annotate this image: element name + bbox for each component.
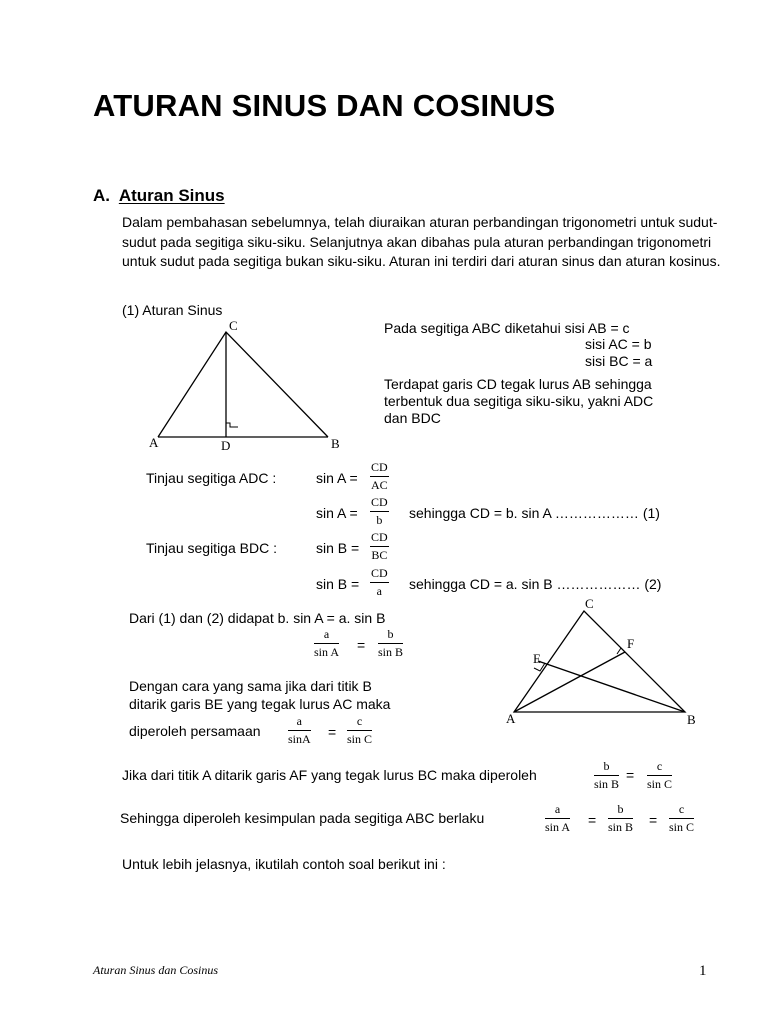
sin-b-label-2: sin B = <box>316 576 360 592</box>
given-bc: sisi BC = a <box>585 353 653 369</box>
page-number: 1 <box>699 963 707 979</box>
tinjau-adc: Tinjau segitiga ADC : <box>146 470 277 486</box>
fraction-denominator: sinA <box>288 732 311 746</box>
fraction-denominator: sin B <box>594 777 620 791</box>
closing-line: Untuk lebih jelasnya, ikutilah contoh soal berikut ini : <box>122 856 446 872</box>
fraction-b-sinb-3 <box>608 803 633 834</box>
fraction-c-sinc-2 <box>647 760 672 791</box>
fraction-numerator: CD <box>370 531 389 547</box>
equals-sign-2: = <box>649 812 658 828</box>
fraction-numerator: c <box>647 760 672 776</box>
derive-line: Dari (1) dan (2) didapat b. sin A = a. sin B <box>129 610 386 626</box>
fraction-denominator: sin B <box>378 645 404 659</box>
similar-line-3: diperoleh persamaan <box>129 723 261 739</box>
vertex-c-label-2: C <box>585 596 594 611</box>
section-heading <box>93 186 225 206</box>
fraction-denominator: sin C <box>647 777 673 791</box>
equals-sign: = <box>626 767 635 783</box>
fraction-a-sina <box>314 628 339 659</box>
fraction-cd-a <box>370 567 389 598</box>
fraction-numerator: CD <box>370 567 389 583</box>
fraction-numerator: c <box>347 715 372 731</box>
fraction-numerator: b <box>594 760 619 776</box>
similar-line-1: Dengan cara yang sama jika dari titik B <box>129 678 372 694</box>
footer-title: Aturan Sinus dan Cosinus <box>93 963 219 977</box>
given-ab: Pada segitiga ABC diketahui sisi AB = c <box>384 320 630 336</box>
fraction-numerator: a <box>288 715 311 731</box>
triangle-altitudes-diagram <box>500 595 700 720</box>
fraction-numerator: CD <box>370 496 389 512</box>
equals-sign: = <box>357 637 366 653</box>
sehingga-line-2: sehingga CD = a. sin B ……………… (2) <box>409 576 662 592</box>
sin-a-label-2: sin A = <box>316 505 358 521</box>
note-line-3: dan BDC <box>384 410 441 426</box>
fraction-b-sinb <box>378 628 403 659</box>
fraction-denominator: sin C <box>347 732 373 746</box>
fraction-denominator: b <box>376 513 383 527</box>
fraction-numerator: a <box>545 803 570 819</box>
section-title: Aturan Sinus <box>118 186 225 205</box>
intro-paragraph: Dalam pembahasan sebelumnya, telah diuraikan aturan perbandingan trigonometri untuk sudut-sudut pada segitiga siku-siku. Selanjutnya akan dibahas pula aturan perbandingan trigonometri untuk sudut pada segitiga bukan siku-siku. Aturan ini terdiri dari aturan sinus dan aturan kosinus. <box>122 214 721 269</box>
right-angle-mark <box>226 423 238 427</box>
triangle-abc-diagram <box>140 315 360 455</box>
fraction-numerator: b <box>608 803 633 819</box>
fraction-numerator: b <box>378 628 403 644</box>
fraction-denominator: sin C <box>669 820 695 834</box>
vertex-b-label-2: B <box>687 712 696 727</box>
sin-a-label-1: sin A = <box>316 470 358 486</box>
fraction-cd-bc <box>370 531 389 562</box>
fraction-denominator: a <box>376 584 382 598</box>
fraction-c-sinc-3 <box>669 803 694 834</box>
fraction-denominator: sin A <box>545 820 571 834</box>
fraction-cd-b <box>370 496 389 527</box>
foot-f-label: F <box>627 636 635 651</box>
vertex-b-label: B <box>331 436 340 451</box>
fraction-numerator: a <box>314 628 339 644</box>
fraction-cd-ac <box>370 461 389 492</box>
page-title: ATURAN SINUS DAN COSINUS <box>93 88 556 123</box>
af-line-text: Jika dari titik A ditarik garis AF yang tegak lurus BC maka diperoleh <box>122 767 537 783</box>
fraction-c-sinc <box>347 715 372 746</box>
tinjau-bdc: Tinjau segitiga BDC : <box>146 540 277 556</box>
foot-e-label: E <box>533 651 541 666</box>
vertex-a-label-2: A <box>506 711 516 726</box>
fraction-denominator: BC <box>371 548 388 562</box>
fraction-denominator: AC <box>371 478 388 492</box>
fraction-denominator: sin A <box>314 645 340 659</box>
foot-d-label: D <box>221 438 231 453</box>
section-letter: A. <box>93 186 110 205</box>
triangle-sides <box>158 332 328 437</box>
fraction-denominator: sin B <box>608 820 634 834</box>
similar-line-2: ditarik garis BE yang tegak lurus AC maka <box>129 696 391 712</box>
altitude-af <box>514 652 625 712</box>
sin-b-label-1: sin B = <box>316 540 360 556</box>
fraction-b-sinb-2 <box>594 760 619 791</box>
note-line-2: terbentuk dua segitiga siku-siku, yakni ADC <box>384 393 654 409</box>
fraction-a-sina-2 <box>288 715 311 746</box>
note-line-1: Terdapat garis CD tegak lurus AB sehingga <box>384 376 652 392</box>
fraction-numerator: CD <box>370 461 389 477</box>
given-ac: sisi AC = b <box>585 336 652 352</box>
vertex-c-label: C <box>229 318 238 333</box>
conclusion-text: Sehingga diperoleh kesimpulan pada segitiga ABC berlaku <box>120 810 485 826</box>
vertex-a-label: A <box>149 435 159 450</box>
sehingga-line-1: sehingga CD = b. sin A ……………… (1) <box>409 505 660 521</box>
equals-sign-1: = <box>588 812 597 828</box>
sub-heading: (1) Aturan Sinus <box>122 302 223 318</box>
equals-sign: = <box>328 724 337 740</box>
fraction-a-sina-3 <box>545 803 570 834</box>
fraction-numerator: c <box>669 803 694 819</box>
